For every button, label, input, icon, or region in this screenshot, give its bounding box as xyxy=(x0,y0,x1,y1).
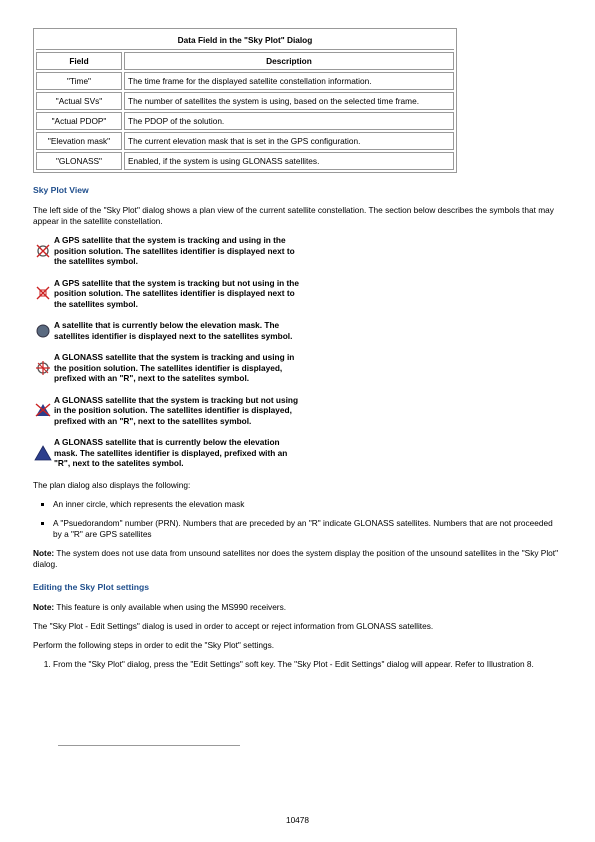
symbol-entry xyxy=(33,437,303,469)
steps-list xyxy=(33,659,563,670)
edit-settings-paragraph: The "Sky Plot - Edit Settings" dialog is used in order to accept or reject information from GLONASS satellites. xyxy=(33,620,434,631)
symbol-entry xyxy=(33,395,303,427)
footnote-divider xyxy=(58,745,240,746)
symbol-description: A GLONASS satellite that the system is tracking but not using in the position solution. The satellites identifier is displayed, prefixed with an "R", next to the satellites symbol. xyxy=(54,394,299,426)
symbol-description: A satellite that is currently below the elevation mask. The satellites identifier is displayed next to the satellites symbol. xyxy=(54,320,293,341)
glonass-tracking-used-icon xyxy=(33,358,53,378)
section-heading-editing: Editing the Sky Plot settings xyxy=(33,581,150,592)
table-row xyxy=(36,112,454,130)
gps-tracking-not-used-icon xyxy=(33,283,53,303)
table-cell-description: The PDOP of the solution. xyxy=(124,112,454,130)
page-content xyxy=(33,28,563,670)
symbol-entry xyxy=(33,320,303,341)
symbol-entry xyxy=(33,235,303,267)
step-item: 1. From the "Sky Plot" dialog, press the "Edit Settings" soft key. The "Sky Plot - Edit Settings" dialog will appear. Refer to Illustration 8. xyxy=(53,659,563,670)
note-text: This feature is only available when using the MS990 receivers. xyxy=(54,601,287,612)
note-text: The system does not use data from unsound satellites nor does the system display the position of the unsound satellites in the "Sky Plot" dialog. xyxy=(33,547,559,569)
plan-dialog-list xyxy=(33,499,563,540)
table-cell-field: "Actual SVs" xyxy=(36,92,122,110)
section-heading-sky-plot-view: Sky Plot View xyxy=(33,185,89,195)
table-cell-description: The number of satellites the system is using, based on the selected time frame. xyxy=(124,92,454,110)
page-number: 10478 xyxy=(285,815,310,825)
table-caption-row xyxy=(36,31,454,50)
table-row xyxy=(36,152,454,170)
note-label: Note: xyxy=(33,601,55,612)
intro-paragraph: The left side of the "Sky Plot" dialog shows a plan view of the current satellite constellation. The section below describes the symbols that may appear in the satellite constellation. xyxy=(33,205,554,226)
table-cell-field: "Time" xyxy=(36,72,122,90)
table-cell-field: "GLONASS" xyxy=(36,152,122,170)
symbol-entry xyxy=(33,352,303,384)
header-field: Field xyxy=(36,52,122,70)
glonass-below-elevation-icon xyxy=(33,443,53,463)
symbol-description: A GLONASS satellite that the system is tracking and using in the position solution. The satellites identifier is displayed, prefixed with an "R", next to the satelites symbol. xyxy=(54,352,295,383)
table-cell-description: The time frame for the displayed satellite constellation information. xyxy=(124,72,454,90)
table-cell-field: "Elevation mask" xyxy=(36,132,122,150)
below-elevation-icon xyxy=(33,321,53,341)
steps-intro-paragraph: Perform the following steps in order to edit the "Sky Plot" settings. xyxy=(33,639,275,650)
table-row xyxy=(36,72,454,90)
data-field-table xyxy=(33,28,457,173)
plan-dialog-intro: The plan dialog also displays the following: xyxy=(33,479,191,490)
symbol-description: A GPS satellite that the system is tracking but not using in the position solution. The satellites identifier is displayed next to the satellites symbol. xyxy=(54,277,299,309)
glonass-tracking-not-used-icon xyxy=(33,400,53,420)
table-row xyxy=(36,132,454,150)
gps-tracking-used-icon xyxy=(33,241,53,261)
table-cell-description: Enabled, if the system is using GLONASS satellites. xyxy=(124,152,454,170)
note-ms990 xyxy=(33,602,563,613)
symbol-description: A GPS satellite that the system is tracking and using in the position solution. The satellites identifier is displayed next to the satellites symbol. xyxy=(54,235,295,266)
symbol-entry xyxy=(33,278,303,310)
table-header-row xyxy=(36,52,454,70)
table-cell-description: The current elevation mask that is set in the GPS configuration. xyxy=(124,132,454,150)
note-label: Note: xyxy=(33,547,55,558)
header-description: Description xyxy=(124,52,454,70)
table-row xyxy=(36,92,454,110)
table-caption: Data Field in the "Sky Plot" Dialog xyxy=(36,31,454,50)
table-cell-field: "Actual PDOP" xyxy=(36,112,122,130)
note-unsound-satellites xyxy=(33,548,563,570)
list-item: An inner circle, which represents the elevation mask xyxy=(53,499,563,510)
list-item: A "Psuedorandom" number (PRN). Numbers that are preceded by an "R" indicate GLONASS satellites. Numbers that are not proceeded by a "R" are GPS satellites xyxy=(53,518,563,540)
symbol-description: A GLONASS satellite that is currently below the elevation mask. The satellites identifier is displayed, prefixed with an "R", next to the satelites symbol. xyxy=(54,437,288,468)
